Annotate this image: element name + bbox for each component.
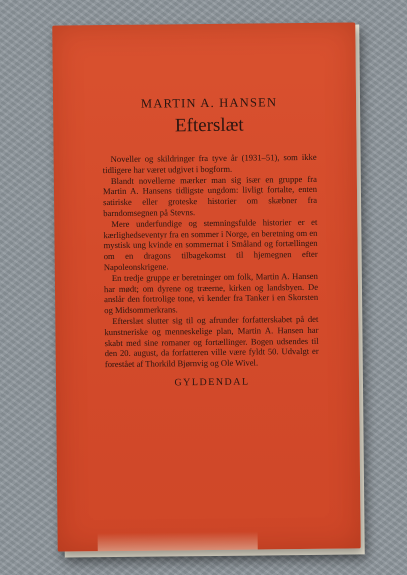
blurb-paragraph: Efterslæt slutter sig til og afrunder forfatterskabet på det kunstneriske og menneskelige plan, Martin A. Hansen har skabt med sine romaner og fortællinger. Bogen udsendes til den 20. august, da forfatteren ville være fyldt 50. Udvalgt er forestået af Thorkild Bjørnvig og Ole Wivel. xyxy=(104,313,319,370)
blurb-paragraph: Noveller og skildringer fra tyve år (1931–51), som ikke tidligere har været udgivet i bogform. xyxy=(102,151,317,175)
blurb-text xyxy=(103,152,319,370)
blurb-paragraph: Blandt novellerne mærker man sig især en gruppe fra Martin A. Hansens tidligste ungdom: livligt fortalte, enten satiriske eller groteske historier om skæbner fra barndomsegnen på Stevns. xyxy=(102,173,318,219)
book-back-cover xyxy=(52,22,360,551)
cover-text-block xyxy=(102,95,319,389)
publisher-name: GYLDENDAL xyxy=(174,376,250,389)
blurb-paragraph: En tredje gruppe er beretninger om folk, Martin A. Hansen har mødt; om dyrene og træerne, kirken og landsbyen. De anslår den fortrolige tone, vi kender fra Tanker i en Skorsten og Midsommerkrans. xyxy=(103,270,319,316)
book-title: Efterslæt xyxy=(174,114,244,137)
author-name: MARTIN A. HANSEN xyxy=(140,95,278,111)
cover-wear-mark xyxy=(98,531,258,551)
blurb-paragraph: Mere underfundige og stemningsfulde historier er et kærlighedseventyr fra en sommer i Norge, en beretning om en mystisk ung kvinde en sommernat i Småland og fortællingen om en dragons tilbagekomst til hjemegnen efter Napoleonskrigene. xyxy=(103,216,318,273)
